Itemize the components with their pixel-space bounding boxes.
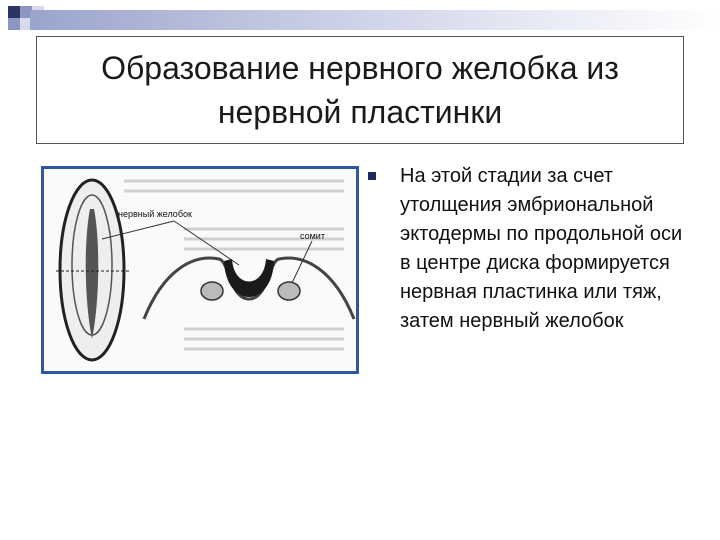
label-somite: сомит: [300, 231, 325, 241]
deco-square-light: [8, 18, 20, 30]
label-neural-groove: нервный желобок: [118, 209, 192, 219]
slide-title: Образование нервного желобка из нервной пластинки: [101, 50, 619, 130]
header-gradient-bar: [30, 10, 720, 30]
somite-left: [201, 282, 223, 300]
bullet-text: На этой стадии за счет утолщения эмбриональной эктодермы по продольной оси в центре диска формируется нервная пластинка или тяж, затем нервный желобок: [400, 165, 683, 332]
title-box: [36, 36, 684, 144]
bullet-square-icon: [368, 172, 376, 180]
embryo-figure: [41, 166, 359, 374]
neural-groove: [224, 259, 274, 297]
somite-right: [278, 282, 300, 300]
deco-square-dark: [8, 6, 20, 18]
neural-groove-diagram: [44, 169, 356, 371]
